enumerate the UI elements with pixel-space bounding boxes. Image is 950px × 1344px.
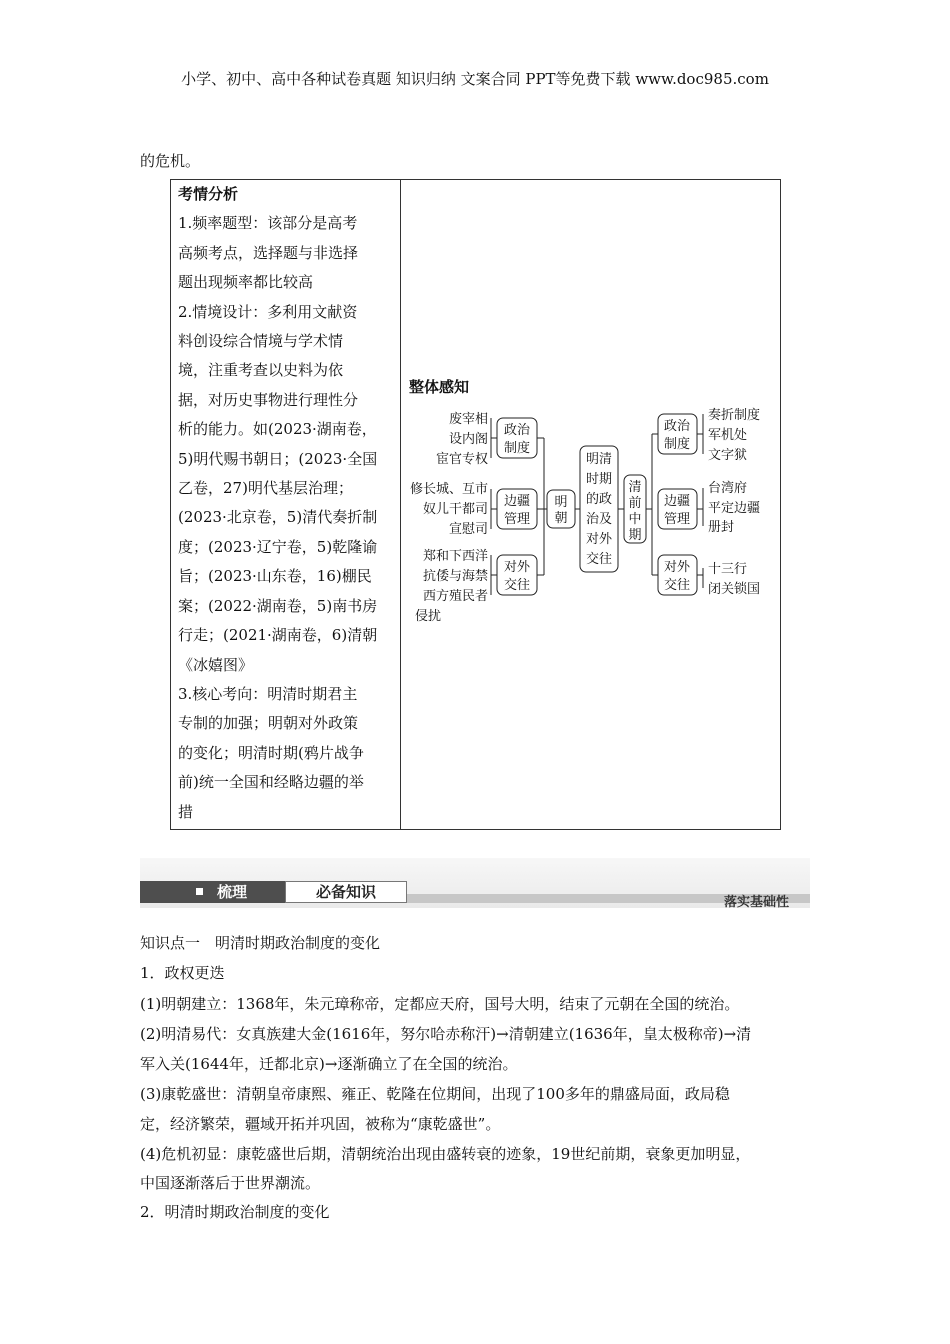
analysis-line: 的变化；明清时期(鸦片战争 [178,743,364,762]
analysis-line: 3.核心考向：明清时期君主 [178,684,358,703]
overview-title: 整体感知 [409,378,470,396]
qing-foreign-item: 十三行 [708,562,748,577]
table-divider [400,179,401,830]
ming-foreign-label: 交往 [503,578,531,593]
analysis-line: (2023·北京卷，5)清代奏折制 [178,508,378,527]
ming-frontier-item: 奴儿干都司 [422,502,488,517]
analysis-line: 专制的加强；明朝对外政策 [178,714,359,733]
analysis-line: 境，注重考查以史料为依 [178,361,344,380]
center-label: 交往 [585,552,613,567]
analysis-line: 5)明代赐书朝日；(2023·全国 [178,449,378,468]
ming-politics-label: 政治 [503,423,531,438]
ming-foreign-item: 侵扰 [415,609,442,624]
qing-politics-item: 文字狱 [708,448,748,463]
qing-label: 前 [628,496,642,511]
mind-map [404,402,776,626]
paragraph: (1)明朝建立：1368年，朱元璋称帝，定都应天府，国号大明，结束了元朝在全国的统治。 [140,995,740,1013]
banner-tab-light: 必备知识 [285,881,407,903]
qing-foreign-label: 对外 [663,560,691,575]
center-label: 对外 [585,532,613,547]
analysis-line: 乙卷，27)明代基层治理； [178,479,353,498]
qing-label: 清 [628,480,642,495]
banner-right-label: 落实基础性 [724,895,790,910]
analysis-line: 1.频率题型：该部分是高考 [178,214,358,233]
exam-analysis-column [178,180,394,827]
qing-foreign-item: 闭关锁国 [708,582,761,597]
paragraph: (2)明清易代：女真族建大金(1616年，努尔哈赤称汗)→清朝建立(1636年，皇太极称帝)→清 [140,1025,752,1043]
qing-label: 期 [628,528,642,543]
center-label: 明清 [585,452,613,467]
subheading: 1．政权更迭 [140,964,225,982]
paragraph: (4)危机初显：康乾盛世后期，清朝统治出现由盛转衰的迹象，19世纪前期，衰象更加明显， [140,1145,751,1163]
qing-frontier-label: 边疆 [663,494,691,509]
ming-foreign-label: 对外 [503,560,531,575]
analysis-line: 旨；(2023·山东卷，16)棚民 [178,567,372,586]
ming-label: 朝 [554,511,568,526]
qing-politics-label: 制度 [663,437,691,452]
exam-analysis-title: 考情分析 [178,185,239,203]
ming-frontier-label: 边疆 [503,494,531,509]
ming-label: 明 [554,495,568,510]
analysis-line: 度；(2023·辽宁卷，5)乾隆谕 [178,537,378,556]
qing-foreign-label: 交往 [663,578,691,593]
analysis-line: 料创设综合情境与学术情 [178,332,344,351]
paragraph: 定，经济繁荣，疆域开拓并巩固，被称为“康乾盛世”。 [140,1115,501,1133]
banner-tab-dark-label: 梳理 [217,883,248,901]
qing-label: 中 [628,512,642,527]
qing-frontier-item: 册封 [708,520,735,535]
ming-politics-label: 制度 [503,441,531,456]
qing-frontier-label: 管理 [663,512,691,527]
ming-foreign-item: 抗倭与海禁 [422,569,488,584]
analysis-line: 措 [178,802,194,821]
analysis-line: 据，对历史事物进行理性分 [178,390,359,409]
ming-politics-item: 宦官专权 [435,452,488,467]
page-header: 小学、初中、高中各种试卷真题 知识归纳 文案合同 PPT等免费下载 www.doc985.com [181,70,769,88]
ming-politics-item: 设内阁 [448,432,488,447]
qing-frontier-item: 台湾府 [708,481,748,496]
analysis-line: 析的能力。如(2023·湖南卷， [178,420,377,439]
qing-politics-item: 军机处 [708,428,748,443]
qing-politics-label: 政治 [663,419,691,434]
ming-foreign-item: 西方殖民者 [422,589,488,604]
qing-politics-item: 奏折制度 [708,408,761,423]
center-label: 的政 [585,492,613,507]
subheading: 2．明清时期政治制度的变化 [140,1203,330,1221]
analysis-line: 题出现频率都比较高 [178,273,314,292]
ming-frontier-item: 宣慰司 [448,522,488,537]
paragraph: 军入关(1644年，迁都北京)→逐渐确立了在全国的统治。 [140,1055,518,1073]
analysis-line: 前)统一全国和经略边疆的举 [178,773,364,792]
ming-frontier-label: 管理 [503,512,531,527]
qing-frontier-item: 平定边疆 [708,501,761,516]
paragraph: 中国逐渐落后于世界潮流。 [140,1174,321,1192]
ming-politics-item: 废宰相 [448,412,488,427]
paragraph: (3)康乾盛世：清朝皇帝康熙、雍正、乾隆在位期间，出现了100多年的鼎盛局面，政局稳 [140,1085,730,1103]
continued-text: 的危机。 [140,152,201,170]
center-label: 治及 [585,512,613,527]
analysis-line: 《冰嬉图》 [178,655,254,674]
banner-tab-dark [140,881,285,903]
square-bullet-icon [196,888,203,895]
ming-foreign-item: 郑和下西洋 [422,549,488,564]
analysis-line: 案；(2022·湖南卷，5)南书房 [178,596,378,615]
section-heading: 知识点一 明清时期政治制度的变化 [140,934,381,952]
analysis-line: 行走；(2021·湖南卷，6)清朝 [178,626,378,645]
ming-frontier-item: 修长城、互市 [409,482,488,497]
analysis-line: 高频考点，选择题与非选择 [178,243,359,262]
center-label: 时期 [585,472,613,487]
analysis-line: 2.情境设计：多利用文献资 [178,302,358,321]
